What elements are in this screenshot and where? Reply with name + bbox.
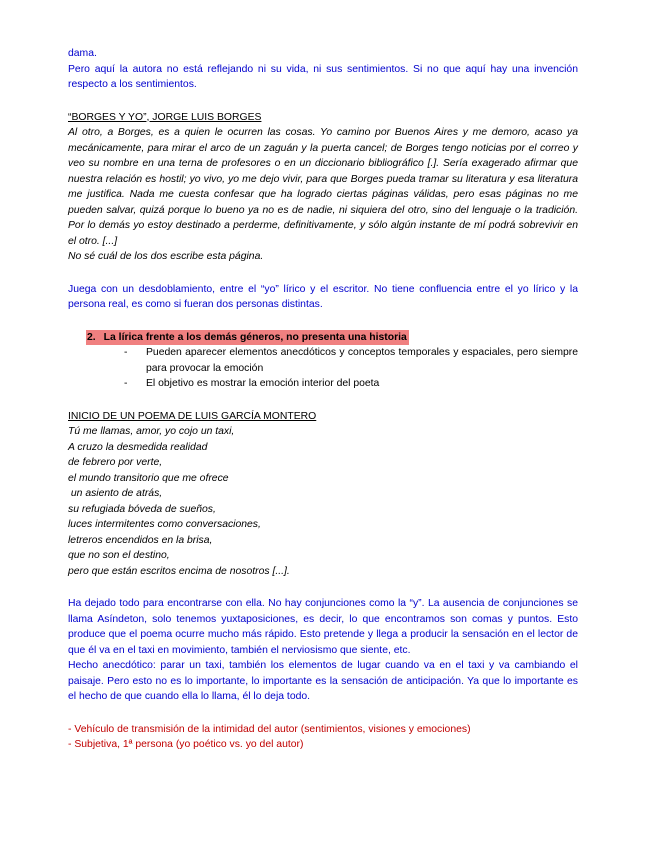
section-2-title: La lírica frente a los demás géneros, no presenta una historia — [103, 331, 407, 343]
fragment-text: dama. — [68, 48, 97, 59]
borges-comment: Juega con un desdoblamiento, entre el “yo” lírico y el escritor. No tiene confluencia entre el yo lírico y la persona real, es como si fueran dos personas distintas. — [68, 283, 578, 310]
poem-title: INICIO DE UN POEMA DE LUIS GARCÍA MONTERO — [68, 410, 317, 422]
section-2-number: 2. — [87, 331, 96, 343]
list-item — [124, 345, 578, 376]
poem-line: el mundo transitorio que me ofrece — [68, 472, 229, 484]
poem-line: pero que están escritos encima de nosotros [...]. — [68, 565, 290, 577]
autora-comment: Pero aquí la autora no está reflejando ni su vida, ni sus sentimientos. Si no que aquí hay una invención respecto a los sentimientos. — [68, 63, 578, 90]
poem-line: un asiento de atrás, — [68, 488, 163, 499]
poem-lines — [68, 424, 578, 579]
poem-line: letreros encendidos en la brisa, — [68, 534, 213, 546]
borges-closing: No sé cuál de los dos escribe esta página. — [68, 251, 264, 262]
summary-item: - Subjetiva, 1ª persona (yo poético vs. yo del autor) — [68, 739, 304, 750]
dash-marker: - — [124, 378, 128, 389]
poem-line: de febrero por verte, — [68, 457, 163, 468]
borges-title: “BORGES Y YO”, JORGE LUIS BORGES — [68, 111, 262, 123]
section-2-heading — [68, 330, 578, 346]
dash-marker: - — [124, 347, 128, 358]
poem-line: su refugiada bóveda de sueños, — [68, 503, 216, 515]
list-item — [124, 376, 578, 392]
poem-line: A cruzo la desmedida realidad — [68, 441, 208, 453]
poem-line: Tú me llamas, amor, yo cojo un taxi, — [68, 426, 235, 437]
poem-line: luces intermitentes como conversaciones, — [68, 519, 261, 530]
poem-comment-anecdotico: Hecho anecdótico: parar un taxi, también los elementos de lugar cuando va en el taxi y va cambiando el paisaje. Pero esto no es lo importante, lo importante es la sensación de anticipación. Ya que lo importante es el hecho de que cuando ella lo llama, él lo deja todo. — [68, 660, 578, 702]
document-page — [68, 46, 578, 753]
section-2-bullet-list — [68, 345, 578, 392]
list-item-text: Pueden aparecer elementos anecdóticos y conceptos temporales y espaciales, pero siempre para provocar la emoción — [146, 347, 578, 374]
borges-quote: Al otro, a Borges, es a quien le ocurren las cosas. Yo camino por Buenos Aires y me demoro, acaso ya mecánicamente, para mirar el arco de un zaguán y la puerta cancel; de Borges tengo noticias por el correo y veo su nombre en una terna de profesores o en un diccionario bibliográfico [.]. Sería exagerado afirmar que nuestra relación es hostil; yo vivo, yo me dejo vivir, para que Borges pueda tramar su literatura y esa literatura me justifica. Nada me cuesta confesar que ha logrado ciertas páginas válidas, pero esas páginas no me pueden salvar, quizá porque lo bueno ya no es de nadie, ni siquiera del otro, sino del lenguaje o la tradición. Por lo demás yo estoy destinado a perderme, definitivamente, y sólo algún instante de mí podrá sobrevivir en el otro. [...] — [68, 127, 578, 247]
poem-comment-asindeton: Ha dejado todo para encontrarse con ella. No hay conjunciones como la “y”. La ausencia de conjunciones se llama Asíndeton, solo tenemos yuxtaposiciones, es decir, lo que encontramos son comas y puntos. Esto produce que el poema ocurre mucho más rápido. Esto pretende y llega a producir la sensación en el lector de que él va en el taxi en movimiento, también el nerviosismo que siente, etc. — [68, 598, 578, 656]
summary-item: - Vehículo de transmisión de la intimidad del autor (sentimientos, visiones y emociones) — [68, 723, 471, 735]
section-2-heading-highlight — [86, 330, 409, 346]
poem-line: que no son el destino, — [68, 550, 170, 561]
list-item-text: El objetivo es mostrar la emoción interior del poeta — [146, 378, 380, 389]
